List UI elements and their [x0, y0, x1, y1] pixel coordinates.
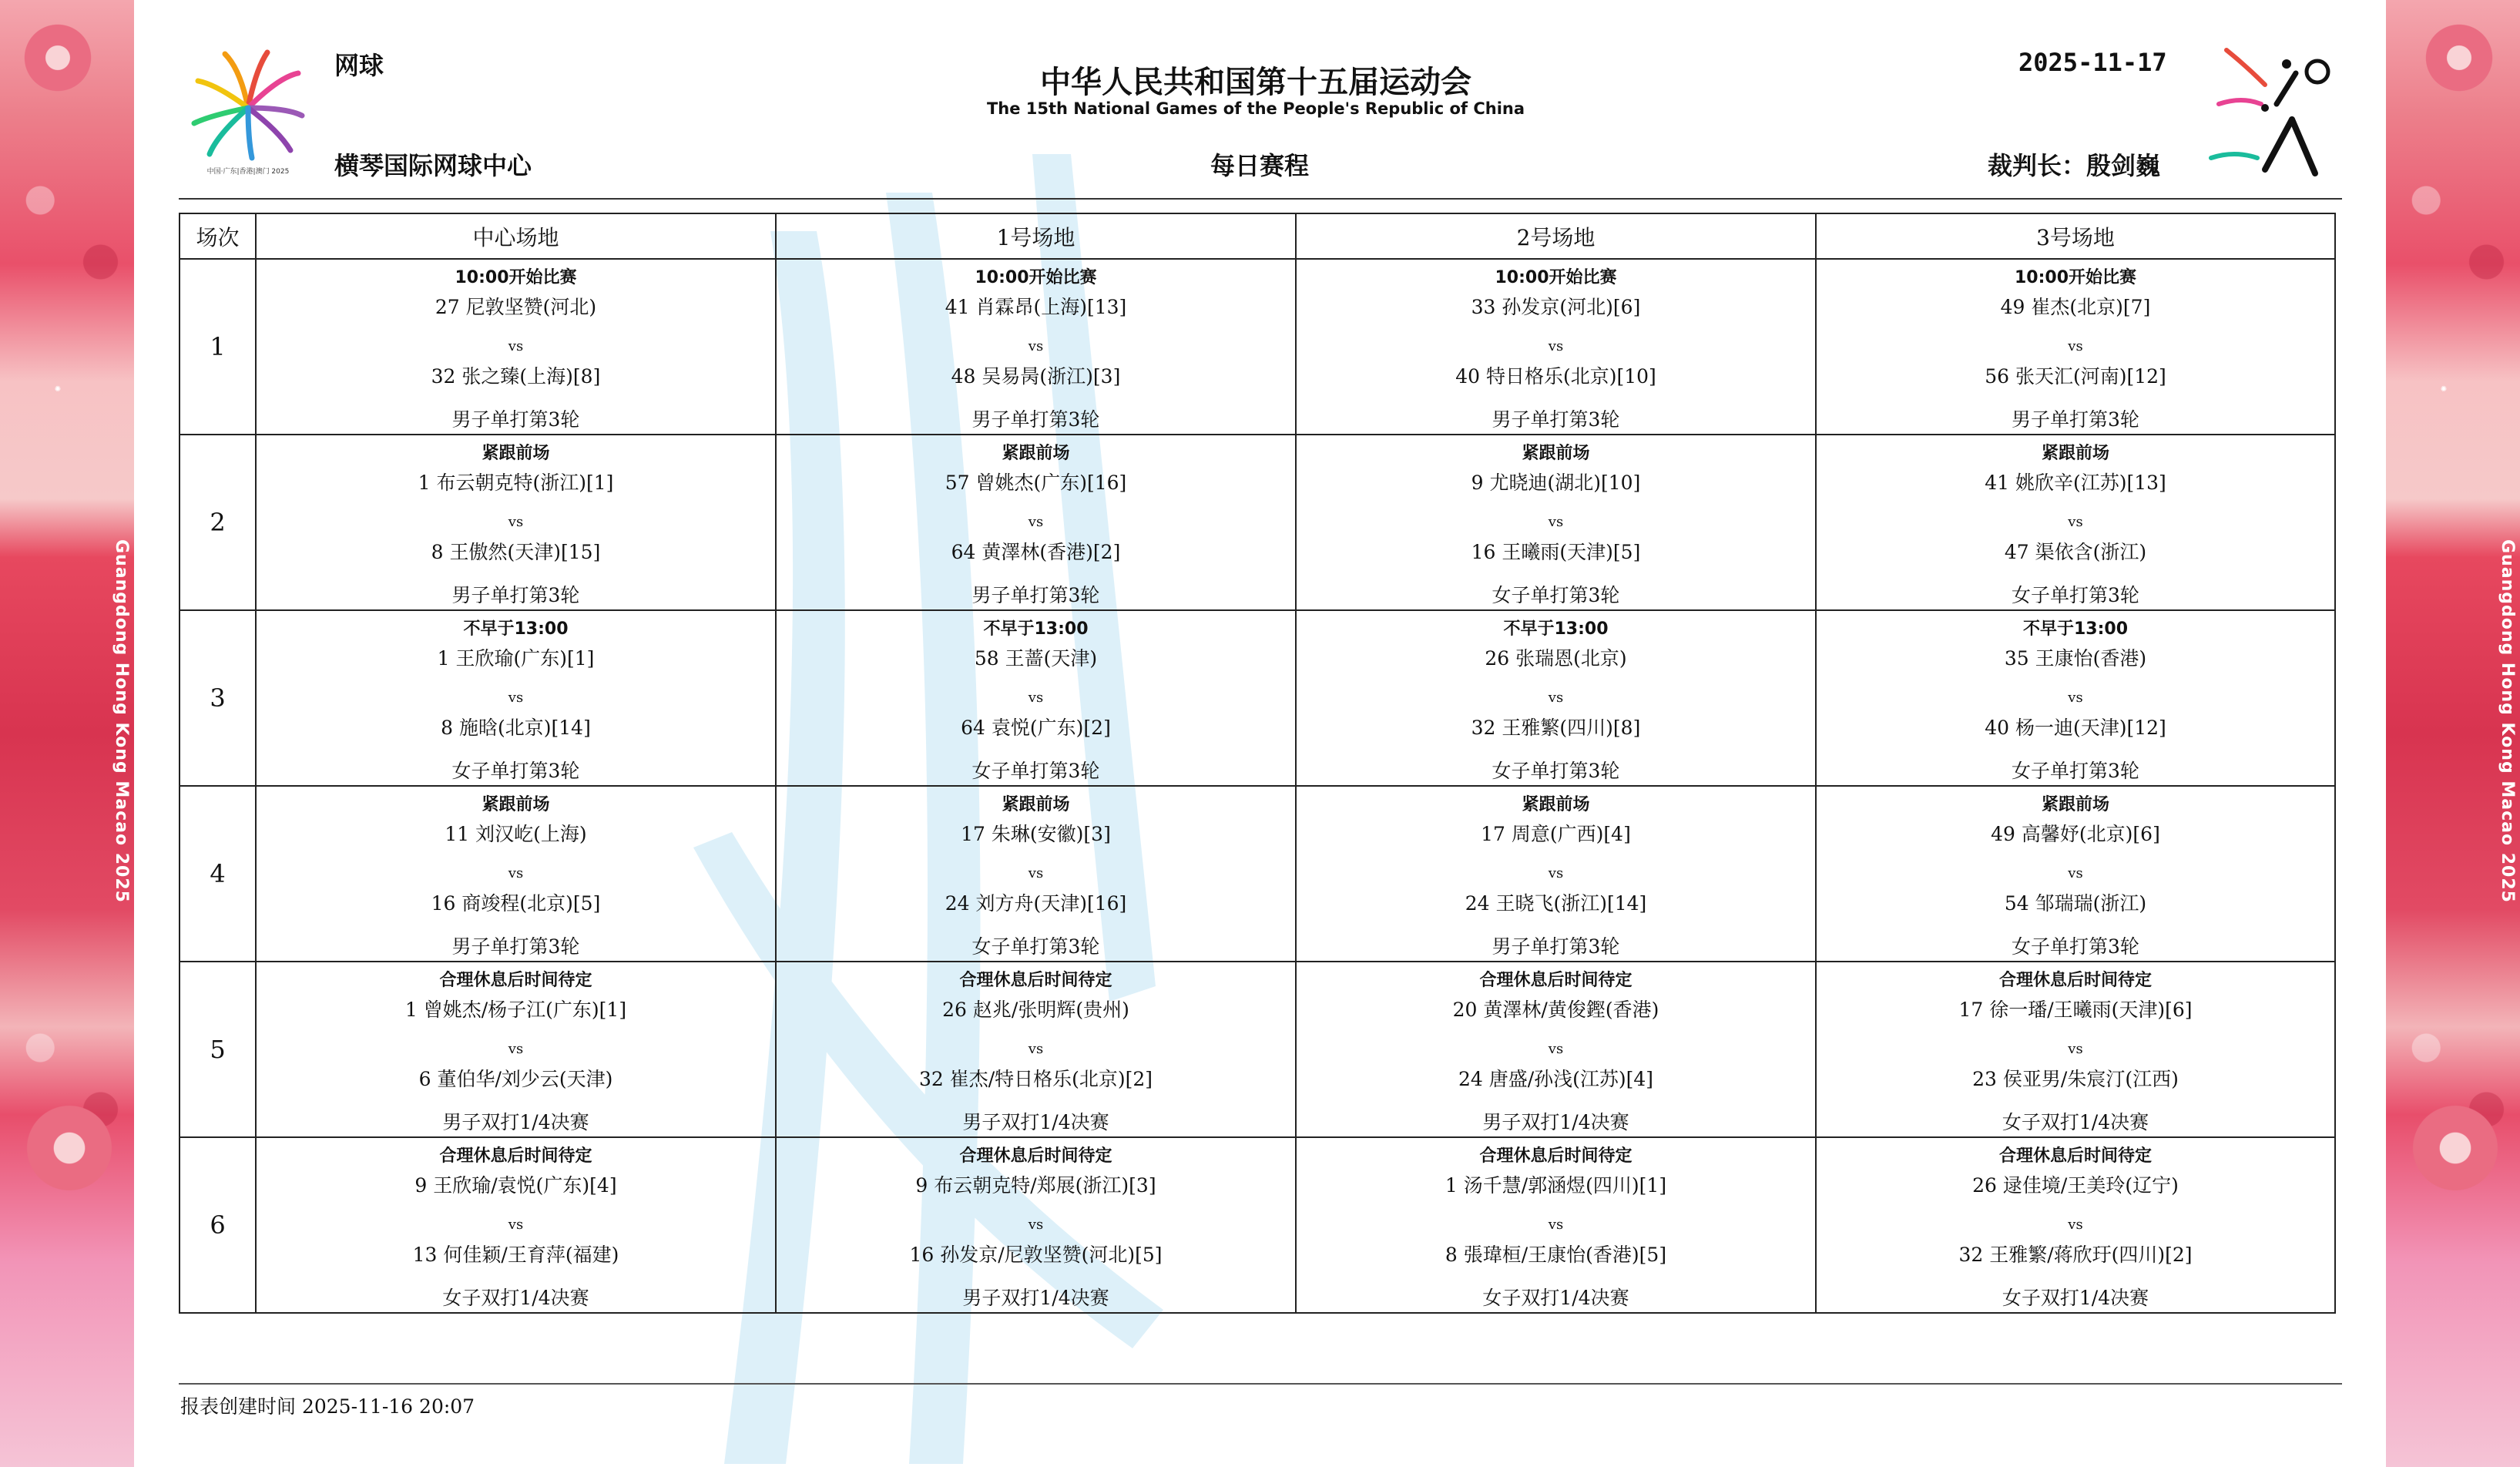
mini-emblem: ✺ [2440, 385, 2448, 394]
player-one: 26 逯佳境/王美玲(辽宁) [1972, 1174, 2179, 1197]
player-one: 57 曾姚杰(广东)[16] [945, 472, 1127, 494]
player-two: 64 黄澤林(香港)[2] [951, 541, 1121, 563]
versus-label: vs [2068, 1217, 2083, 1233]
logo-caption: 中国·广东|香港|澳门 2025 [206, 168, 290, 176]
player-one: 27 尼敦坚赞(河北) [435, 296, 597, 318]
player-one: 41 肖霖昂(上海)[13] [945, 296, 1127, 318]
versus-label: vs [2068, 514, 2083, 530]
schedule-table [179, 213, 2336, 1314]
match-time-note: 不早于13:00 [2022, 619, 2129, 639]
player-two: 24 王晓飞(浙江)[14] [1465, 892, 1647, 915]
event-name: 女子单打第3轮 [451, 760, 580, 782]
match-round-number: 1 [180, 259, 256, 435]
match-cell [256, 1137, 776, 1313]
versus-label: vs [1028, 1217, 1044, 1233]
versus-label: vs [508, 338, 524, 354]
event-name: 女子双打1/4决赛 [1482, 1287, 1629, 1309]
event-name: 男子单打第3轮 [971, 584, 1100, 606]
versus-label: vs [508, 690, 524, 706]
versus-label: vs [2068, 1041, 2083, 1057]
versus-label: vs [1548, 1217, 1564, 1233]
report-created-time: 报表创建时间 2025-11-16 20:07 [180, 1395, 475, 1418]
player-one: 9 尤晓迪(湖北)[10] [1471, 472, 1641, 494]
player-two: 32 张之臻(上海)[8] [431, 365, 601, 388]
match-time-note: 合理休息后时间待定 [959, 971, 1112, 990]
event-name: 男子单打第3轮 [1492, 408, 1620, 431]
match-time-note: 10:00开始比赛 [1495, 268, 1617, 287]
table-row [180, 786, 2335, 962]
versus-label: vs [2068, 338, 2083, 354]
versus-label: vs [1548, 1041, 1564, 1057]
match-cell [256, 786, 776, 962]
match-time-note: 合理休息后时间待定 [1998, 971, 2152, 990]
versus-label: vs [1028, 865, 1044, 881]
versus-label: vs [508, 1217, 524, 1233]
event-name: 男子单打第3轮 [2012, 408, 2139, 431]
player-one: 35 王康怡(香港) [2004, 647, 2147, 670]
player-two: 32 王雅繁(四川)[8] [1471, 717, 1641, 739]
table-row [180, 1137, 2335, 1313]
page-subtitle: 每日赛程 [1210, 151, 1309, 180]
match-round-number: 6 [180, 1137, 256, 1313]
match-cell [1296, 786, 1816, 962]
event-name: 男子单打第3轮 [451, 584, 580, 606]
player-two: 8 張瑋桓/王康怡(香港)[5] [1445, 1244, 1667, 1266]
match-time-note: 不早于13:00 [463, 619, 569, 639]
header-divider [179, 198, 2342, 200]
versus-label: vs [2068, 865, 2083, 881]
match-cell [776, 962, 1296, 1137]
match-cell [776, 1137, 1296, 1313]
player-two: 6 董伯华/刘少云(天津) [418, 1068, 613, 1090]
player-one: 17 朱琳(安徽)[3] [961, 823, 1111, 845]
player-one: 9 王欣瑜/袁悦(广东)[4] [414, 1174, 617, 1197]
versus-label: vs [1548, 690, 1564, 706]
event-name: 女子单打第3轮 [2012, 760, 2139, 782]
match-time-note: 紧跟前场 [1522, 444, 1590, 463]
right-decorative-band [2386, 0, 2520, 1467]
match-cell [1816, 962, 2335, 1137]
match-time-note: 不早于13:00 [1503, 619, 1609, 639]
player-two: 13 何佳颖/王育萍(福建) [412, 1244, 619, 1266]
match-time-note: 10:00开始比赛 [975, 268, 1097, 287]
player-two: 64 袁悦(广东)[2] [961, 717, 1111, 739]
player-one: 41 姚欣辛(江苏)[13] [1985, 472, 2166, 494]
schedule-date: 2025-11-17 [2018, 48, 2167, 77]
player-one: 1 布云朝克特(浙江)[1] [418, 472, 614, 494]
match-time-note: 合理休息后时间待定 [439, 1146, 592, 1166]
event-name: 男子单打第3轮 [451, 935, 580, 958]
match-cell [1816, 1137, 2335, 1313]
column-header: 中心场地 [256, 213, 776, 259]
versus-label: vs [1028, 1041, 1044, 1057]
versus-label: vs [1028, 338, 1044, 354]
tennis-pictogram-icon [2203, 42, 2334, 185]
event-name: 女子双打1/4决赛 [2002, 1287, 2149, 1309]
table-header-row [180, 213, 2335, 259]
match-cell [1296, 610, 1816, 786]
referee-name: 裁判长：殷剑巍 [1988, 151, 2161, 180]
player-one: 9 布云朝克特/郑展(浙江)[3] [915, 1174, 1156, 1197]
match-time-note: 10:00开始比赛 [2014, 268, 2137, 287]
match-time-note: 紧跟前场 [1002, 444, 1070, 463]
table-row [180, 435, 2335, 610]
match-time-note: 10:00开始比赛 [455, 268, 577, 287]
player-two: 23 侯亚男/朱宸汀(江西) [1972, 1068, 2179, 1090]
match-time-note: 紧跟前场 [1522, 795, 1590, 814]
versus-label: vs [508, 865, 524, 881]
left-decorative-band [0, 0, 134, 1467]
match-cell [1816, 786, 2335, 962]
player-two: 32 王雅繁/蒋欣玗(四川)[2] [1958, 1244, 2193, 1266]
player-two: 54 邹瑞瑞(浙江) [2004, 892, 2147, 915]
player-two: 48 吴易昺(浙江)[3] [951, 365, 1121, 388]
match-cell [776, 610, 1296, 786]
mini-emblem: ✺ [54, 385, 62, 394]
match-cell [256, 259, 776, 435]
versus-label: vs [1028, 690, 1044, 706]
match-cell [1296, 259, 1816, 435]
match-cell [1296, 962, 1816, 1137]
match-cell [1816, 435, 2335, 610]
player-one: 26 赵兆/张明辉(贵州) [942, 999, 1129, 1021]
event-name: 女子单打第3轮 [2012, 935, 2139, 958]
match-time-note: 紧跟前场 [2041, 795, 2109, 814]
player-one: 17 徐一璠/王曦雨(天津)[6] [1958, 999, 2193, 1021]
versus-label: vs [1548, 514, 1564, 530]
match-cell [1296, 1137, 1816, 1313]
player-two: 47 渠依含(浙江) [2004, 541, 2147, 563]
match-cell [776, 786, 1296, 962]
match-cell [1816, 610, 2335, 786]
venue-name: 横琴国际网球中心 [334, 151, 532, 180]
match-round-number: 5 [180, 962, 256, 1137]
event-name: 男子单打第3轮 [451, 408, 580, 431]
player-one: 58 王蔷(天津) [974, 647, 1098, 670]
match-time-note: 紧跟前场 [1002, 795, 1070, 814]
event-title-english: The 15th National Games of the People's Republic of China [986, 99, 1525, 118]
player-one: 1 曾姚杰/杨子江(广东)[1] [404, 999, 627, 1021]
event-name: 女子双打1/4决赛 [2002, 1111, 2149, 1133]
bauhinia-decoration [2401, 1094, 2509, 1202]
event-name: 男子单打第3轮 [1492, 935, 1620, 958]
footer-divider [179, 1383, 2342, 1385]
match-cell [256, 962, 776, 1137]
player-two: 16 王曦雨(天津)[5] [1471, 541, 1641, 563]
match-round-number: 4 [180, 786, 256, 962]
versus-label: vs [2068, 690, 2083, 706]
player-one: 1 王欣瑜(广东)[1] [437, 647, 595, 670]
column-header: 1号场地 [776, 213, 1296, 259]
versus-label: vs [1548, 865, 1564, 881]
event-name: 女子单打第3轮 [1492, 584, 1620, 606]
match-cell [1816, 259, 2335, 435]
match-cell [1296, 435, 1816, 610]
match-time-note: 紧跟前场 [482, 444, 550, 463]
player-one: 49 崔杰(北京)[7] [2000, 296, 2151, 318]
player-two: 24 唐盛/孙浅(江苏)[4] [1458, 1068, 1654, 1090]
band-vertical-text: Guangdong Hong Kong Macao 2025 [2498, 539, 2517, 903]
match-time-note: 紧跟前场 [482, 795, 550, 814]
games-logo [185, 42, 312, 181]
player-two: 40 特日格乐(北京)[10] [1455, 365, 1656, 388]
event-name: 男子双打1/4决赛 [1482, 1111, 1629, 1133]
sport-name: 网球 [334, 51, 384, 80]
player-two: 40 杨一迪(天津)[12] [1985, 717, 2166, 739]
event-name: 女子单打第3轮 [1492, 760, 1620, 782]
column-header: 3号场地 [1816, 213, 2335, 259]
event-name: 男子双打1/4决赛 [962, 1111, 1109, 1133]
match-time-note: 合理休息后时间待定 [1479, 1146, 1632, 1166]
event-name: 女子双打1/4决赛 [442, 1287, 589, 1309]
match-time-note: 合理休息后时间待定 [1479, 971, 1632, 990]
event-name: 男子双打1/4决赛 [962, 1287, 1109, 1309]
versus-label: vs [508, 1041, 524, 1057]
versus-label: vs [508, 514, 524, 530]
pattern-tile [2386, 154, 2520, 308]
pattern-tile [0, 154, 134, 308]
match-time-note: 紧跟前场 [2041, 444, 2109, 463]
column-header: 2号场地 [1296, 213, 1816, 259]
player-one: 33 孙发京(河北)[6] [1471, 296, 1641, 318]
match-cell [256, 610, 776, 786]
flower-decoration [15, 15, 100, 100]
match-time-note: 合理休息后时间待定 [439, 971, 592, 990]
event-name: 男子双打1/4决赛 [442, 1111, 589, 1133]
match-round-number: 3 [180, 610, 256, 786]
match-time-note: 合理休息后时间待定 [1998, 1146, 2152, 1166]
versus-label: vs [1548, 338, 1564, 354]
player-one: 20 黄澤林/黄俊鏗(香港) [1452, 999, 1659, 1021]
match-cell [256, 435, 776, 610]
player-two: 24 刘方舟(天津)[16] [945, 892, 1127, 915]
player-two: 32 崔杰/特日格乐(北京)[2] [918, 1068, 1153, 1090]
player-two: 8 施晗(北京)[14] [441, 717, 591, 739]
flower-decoration [2417, 15, 2502, 100]
table-row [180, 962, 2335, 1137]
player-two: 56 张天汇(河南)[12] [1985, 365, 2166, 388]
player-two: 16 孙发京/尼敦坚赞(河北)[5] [909, 1244, 1163, 1266]
table-row [180, 259, 2335, 435]
match-round-number: 2 [180, 435, 256, 610]
match-cell [776, 259, 1296, 435]
event-name: 女子单打第3轮 [2012, 584, 2139, 606]
player-one: 17 周意(广西)[4] [1481, 823, 1631, 845]
player-one: 1 汤千慧/郭涵煜(四川)[1] [1445, 1174, 1667, 1197]
bauhinia-decoration [15, 1094, 123, 1202]
versus-label: vs [1028, 514, 1044, 530]
event-name: 女子单打第3轮 [971, 760, 1100, 782]
match-time-note: 合理休息后时间待定 [959, 1146, 1112, 1166]
player-one: 11 刘汉屹(上海) [445, 823, 587, 845]
column-header: 场次 [180, 213, 256, 259]
match-cell [776, 435, 1296, 610]
table-row [180, 610, 2335, 786]
event-name: 女子单打第3轮 [971, 935, 1100, 958]
band-vertical-text: Guangdong Hong Kong Macao 2025 [112, 539, 131, 903]
event-name: 男子单打第3轮 [971, 408, 1100, 431]
player-two: 16 商竣程(北京)[5] [431, 892, 601, 915]
player-two: 8 王傲然(天津)[15] [431, 541, 601, 563]
match-time-note: 不早于13:00 [983, 619, 1089, 639]
player-one: 49 高馨妤(北京)[6] [1991, 823, 2160, 845]
event-title: 中华人民共和国第十五届运动会 [1040, 65, 1471, 100]
player-one: 26 张瑞恩(北京) [1485, 647, 1627, 670]
